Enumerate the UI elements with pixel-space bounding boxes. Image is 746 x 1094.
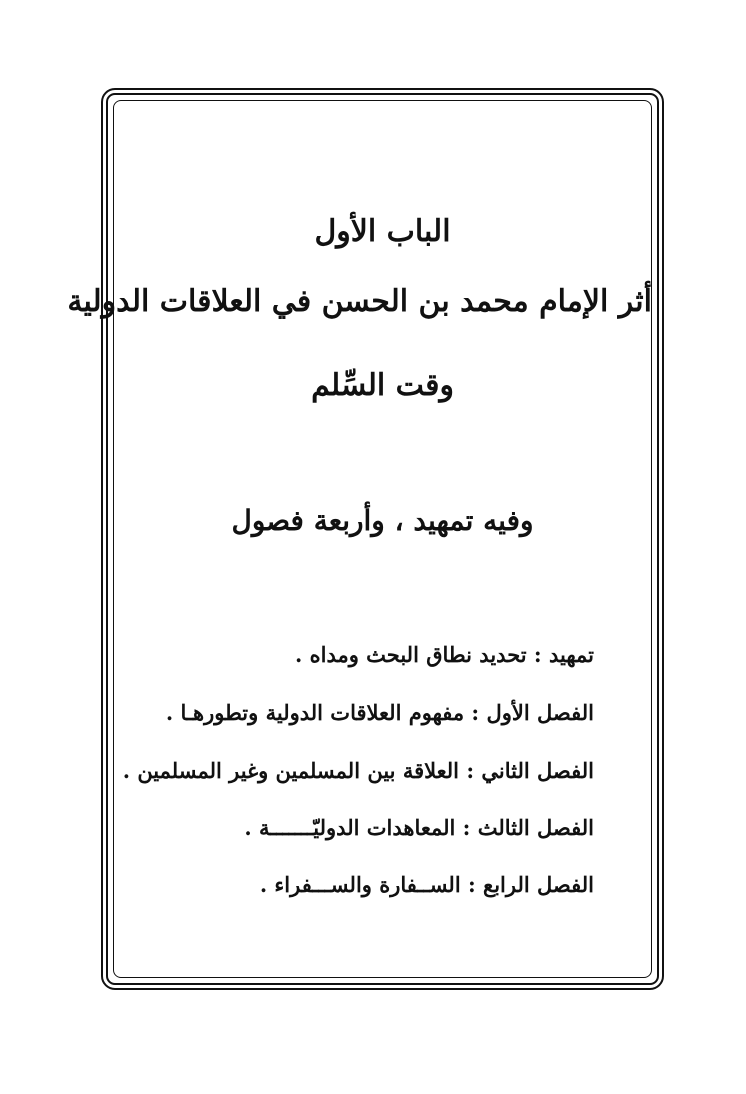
- toc-item-chapter-1: الفصل الأول : مفهوم العلاقات الدولية وتطورهـا .: [165, 700, 594, 725]
- part-title: الباب الأول: [314, 214, 451, 249]
- contents-intro: وفيه تمهيد ، وأربعة فصول: [231, 504, 534, 537]
- subtitle-line-1: أثر الإمام محمد بن الحسن في العلاقات الدولية: [67, 284, 652, 319]
- toc-item-chapter-3: الفصل الثالث : المعاهدات الدوليّـــــــة .: [244, 815, 594, 840]
- toc-item-introduction: تمهيد : تحديد نطاق البحث ومداه .: [294, 642, 594, 667]
- toc-item-chapter-4: الفصل الرابع : الســفارة والســـفراء .: [259, 872, 594, 897]
- toc-item-chapter-2: الفصل الثاني : العلاقة بين المسلمين وغير المسلمين .: [122, 758, 594, 783]
- subtitle-line-2: وقت السِّلم: [311, 368, 454, 403]
